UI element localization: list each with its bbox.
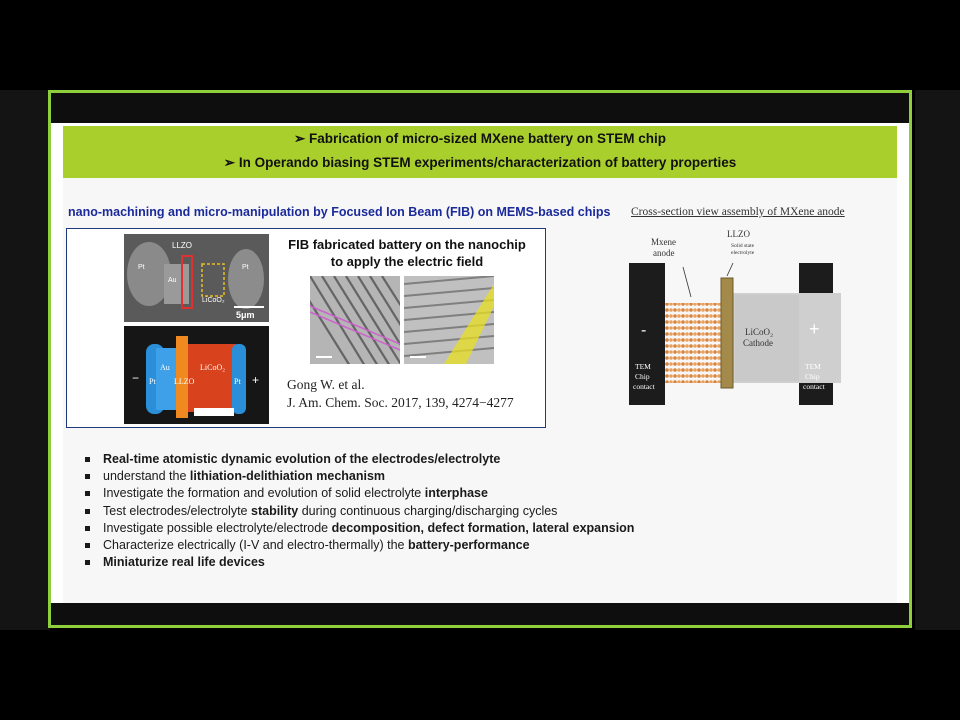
bullet-list [83, 451, 634, 571]
schematic-label-au: Au [160, 363, 170, 372]
schematic-label-licoo2: LiCoO₂ [200, 363, 226, 372]
bullet-item: Miniaturize real life devices [83, 554, 634, 571]
citation [287, 376, 514, 412]
bullet-item: Investigate the formation and evolution of solid electrolyte interphase [83, 485, 634, 502]
fib-figure-box [66, 228, 546, 428]
electrolyte-label-2: electrolyte [731, 250, 755, 256]
bullet-item: Investigate possible electrolyte/electrode decomposition, defect formation, lateral expansion [83, 520, 634, 537]
fib-title-line-1: FIB fabricated battery on the nanochip [288, 237, 526, 252]
banner-line-2: ➢ In Operando biasing STEM experiments/characterization of battery properties [223, 155, 737, 170]
left-sidebar [0, 90, 50, 630]
citation-authors: Gong W. et al. [287, 377, 365, 392]
mxene-label-2: anode [653, 248, 675, 258]
fib-figure-title [277, 236, 537, 270]
fib-title-line-2: to apply the electric field [330, 254, 484, 269]
bullet-item: Characterize electrically (I-V and electro-thermally) the battery-performance [83, 537, 634, 554]
schematic-label-pt-right: Pt [234, 377, 241, 386]
minus-terminal: - [641, 322, 647, 339]
bullet-item: understand the lithiation-delithiation mechanism [83, 468, 634, 485]
cathode-label-1: LiCoO₂ [745, 327, 774, 337]
citation-journal: J. Am. Chem. Soc. 2017, 139, 4274−4277 [287, 395, 514, 410]
right-sidebar [915, 90, 960, 630]
right-contact-1: TEM [805, 362, 821, 371]
electrolyte-label-1: Solid state [731, 243, 755, 249]
sem-label-licoo2: LiCoO₂ [202, 297, 225, 304]
sem-label-pt-right: Pt [242, 264, 249, 271]
fib-heading: nano-machining and micro-manipulation by Focused Ion Beam (FIB) on MEMS-based chips [68, 205, 611, 219]
left-contact-2: Chip [635, 372, 650, 381]
battery-schematic [124, 326, 269, 424]
cross-section-diagram [621, 223, 841, 413]
cross-section-title: Cross-section view assembly of MXene anode [631, 206, 845, 218]
sem-label-pt-left: Pt [138, 264, 145, 271]
banner-line-1: ➢ Fabrication of micro-sized MXene battery on STEM chip [293, 131, 667, 146]
sem-scale-bar: 5μm [236, 310, 255, 320]
slide-bottom-bar [51, 603, 909, 625]
tem-image-left [310, 276, 400, 364]
cathode-label-2: Cathode [743, 338, 773, 348]
presentation-slide [48, 90, 912, 628]
slide-top-bar [51, 93, 909, 123]
tem-image-right [404, 276, 494, 364]
right-contact-3: contact [803, 382, 825, 391]
title-banner [63, 126, 897, 178]
mxene-label-1: Mxene [651, 237, 676, 247]
sem-label-llzo: LLZO [172, 241, 193, 250]
bullet-item: Real-time atomistic dynamic evolution of the electrodes/electrolyte [83, 451, 634, 468]
schematic-plus: + [252, 373, 260, 387]
sem-image [124, 234, 269, 322]
plus-terminal: + [809, 319, 820, 339]
sem-label-au: Au [168, 277, 177, 284]
schematic-label-llzo: LLZO [174, 377, 195, 386]
left-contact-3: contact [633, 382, 655, 391]
schematic-label-pt-left: Pt [149, 377, 156, 386]
left-contact-1: TEM [635, 362, 651, 371]
bullet-item: Test electrodes/electrolyte stability during continuous charging/discharging cycles [83, 503, 634, 520]
right-contact-2: Chip [805, 372, 820, 381]
schematic-minus: − [132, 371, 140, 385]
llzo-label: LLZO [727, 229, 750, 239]
